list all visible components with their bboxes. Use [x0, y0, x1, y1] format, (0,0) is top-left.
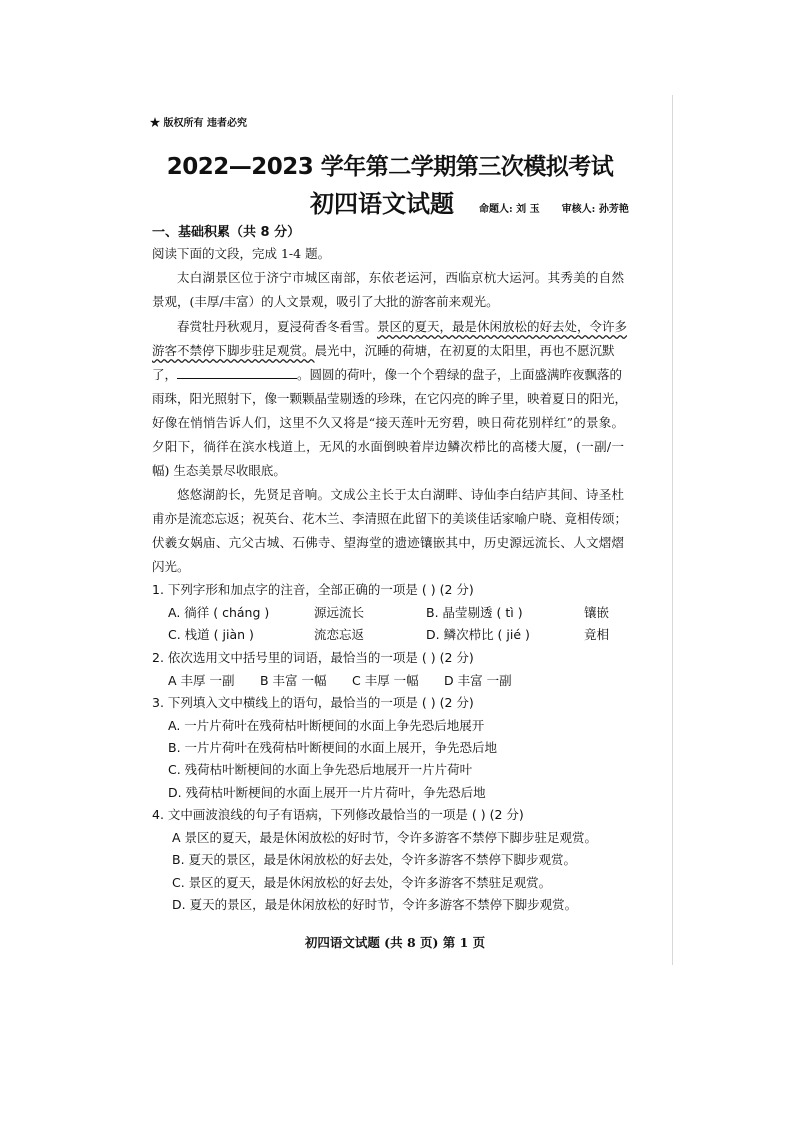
exam-authors: [479, 200, 629, 215]
passage-line: [152, 367, 624, 383]
passage-line: 好像在悄悄告诉人们，这里不久又将是“接天莲叶无穷碧，映日荷花别样红”的景象。: [152, 415, 624, 430]
question-4-option-d: D. 夏天的景区，最是休闲放松的好时节，令许多游客不禁停下脚步观赏。: [172, 897, 578, 912]
copyright-notice: ★ 版权所有 违者必究: [150, 118, 247, 129]
question-1-option-c: C. 栈道 ( jiàn ): [168, 627, 254, 642]
question-1-option-d: D. 鳞次栉比 ( jié ): [426, 627, 530, 642]
section-instruction: 阅读下面的文段，完成 1-4 题。: [152, 246, 331, 261]
question-2-option-a: A 丰厚 一副: [168, 673, 235, 688]
fill-in-blank: [177, 367, 297, 379]
question-4-option-b: B. 夏天的景区，最是休闲放松的好去处，令许多游客不禁停下脚步观赏。: [172, 852, 577, 867]
setter-name: 命题人: 刘 玉: [479, 204, 540, 215]
question-2-option-c: C 丰厚 一幅: [352, 673, 419, 688]
passage-line: [152, 319, 628, 335]
question-3-stem: 3. 下列填入文中横线上的语句，最恰当的一项是 ( ) (2 分): [152, 695, 474, 710]
question-1-option-a-word: 源远流长: [314, 605, 365, 620]
question-1-option-c-word: 流恋忘返: [314, 627, 365, 642]
passage-text: 了，: [152, 367, 178, 382]
passage-line: [152, 343, 624, 359]
wavy-underlined-sentence: 景区的夏天，最是休闲放松的好去处，令许多: [377, 319, 628, 334]
question-1-option-d-word: 竟相: [584, 627, 610, 642]
question-3-option-c: C. 残荷枯叶断梗间的水面上争先恐后地展开一片片荷叶: [168, 762, 473, 777]
passage-line: 雨珠，阳光照射下，像一颗颗晶莹剔透的珍珠，在它闪亮的眸子里，映着夏日的阳光，: [152, 391, 628, 406]
page-edge-divider: [672, 95, 673, 965]
question-3-option-b: B. 一片片荷叶在残荷枯叶断梗间的水面上展开，争先恐后地: [168, 740, 498, 755]
reviewer-name: 审核人: 孙芳艳: [561, 204, 629, 215]
passage-line: 悠悠湖韵长，先贤足音响。文成公主长于太白湖畔、诗仙李白结庐其间、诗圣杜: [177, 487, 624, 502]
exam-title: 2022—2023 学年第二学期第三次模拟考试: [166, 154, 614, 180]
question-4-option-a: A 景区的夏天，最是休闲放松的好时节，令许多游客不禁停下脚步驻足观赏。: [172, 830, 598, 845]
passage-text: 春赏牡丹秋观月，夏浸荷香冬看雪。: [177, 319, 378, 334]
question-1-option-b: B. 晶莹剔透 ( tì ): [426, 605, 523, 620]
passage-text: 。圆圆的荷叶，像一个个碧绿的盘子，上面盛满昨夜飘落的: [297, 367, 623, 382]
passage-line: 幅) 生态美景尽收眼底。: [152, 463, 286, 478]
question-3-option-d: D. 残荷枯叶断梗间的水面上展开一片片荷叶，争先恐后地: [168, 785, 486, 800]
wavy-underlined-sentence: 游客不禁停下脚步驻足观赏。: [152, 343, 315, 358]
question-1-stem: 1. 下列字形和加点字的注音，全部正确的一项是 ( ) (2 分): [152, 582, 474, 597]
question-2-stem: 2. 依次选用文中括号里的词语，最恰当的一项是 ( ) (2 分): [152, 650, 474, 665]
passage-line: 闪光。: [152, 559, 190, 574]
question-4-stem: 4. 文中画波浪线的句子有语病，下列修改最恰当的一项是 ( ) (2 分): [152, 807, 524, 822]
passage-line: 太白湖景区位于济宁市城区南部，东依老运河，西临京杭大运河。其秀美的自然: [177, 270, 624, 285]
question-1-option-b-word: 镶嵌: [584, 605, 610, 620]
exam-subtitle: 初四语文试题: [310, 190, 454, 218]
question-1-option-a: A. 徜徉 ( cháng ): [168, 605, 270, 620]
question-2-option-d: D 丰富 一副: [444, 673, 512, 688]
question-2-option-b: B 丰富 一幅: [260, 673, 327, 688]
question-3-option-a: A. 一片片荷叶在残荷枯叶断梗间的水面上争先恐后地展开: [168, 718, 485, 733]
passage-line: 伏羲女娲庙、亢父古城、石佛寺、望海堂的遗迹镶嵌其中，历史源远流长、人文熠熠: [152, 535, 624, 550]
passage-line: 甫亦是流恋忘返；祝英台、花木兰、李清照在此留下的美谈佳话家喻户晓、竟相传颂；: [152, 511, 628, 526]
passage-line: 夕阳下，徜徉在滨水栈道上，无风的水面倒映着岸边鳞次栉比的高楼大厦，(一副/一: [152, 439, 624, 454]
passage-line: 景观，(丰厚/丰富）的人文景观，吸引了大批的游客前来观光。: [152, 294, 499, 309]
passage-text: 晨光中，沉睡的荷塘，在初夏的太阳里，再也不愿沉默: [314, 343, 615, 358]
page-footer: 初四语文试题 (共 8 页) 第 1 页: [304, 935, 486, 950]
question-4-option-c: C. 景区的夏天，最是休闲放松的好去处，令许多游客不禁驻足观赏。: [172, 875, 552, 890]
section-heading: 一、基础积累（共 8 分）: [152, 225, 301, 240]
